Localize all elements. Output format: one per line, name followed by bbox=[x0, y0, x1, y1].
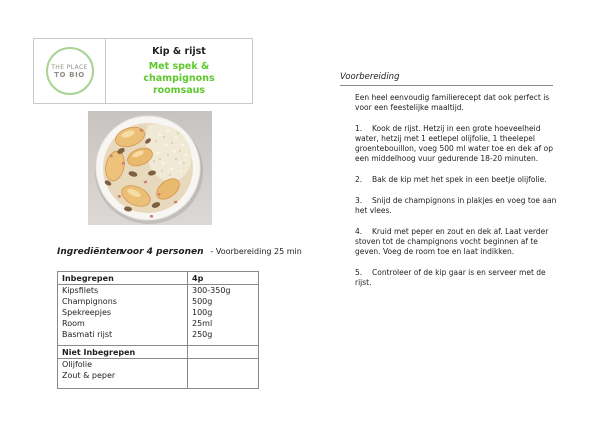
ingredient-qty: 500g bbox=[192, 297, 213, 306]
not-included-header-row bbox=[58, 346, 259, 359]
title-cell bbox=[106, 39, 252, 103]
the-place-to-bio-logo bbox=[46, 47, 94, 95]
ingredient-name: Champignons bbox=[58, 296, 188, 307]
step-number: 4. bbox=[355, 227, 363, 236]
preparation-body bbox=[355, 93, 557, 299]
logo-text-line2: TO BIO bbox=[54, 70, 85, 79]
included-header-row bbox=[58, 272, 259, 285]
step-number: 3. bbox=[355, 196, 363, 205]
table-row bbox=[58, 329, 259, 340]
step-number: 5. bbox=[355, 268, 363, 277]
table-row bbox=[58, 296, 259, 307]
preparation-step bbox=[355, 268, 557, 288]
prep-time-label: - Voorbereiding 25 min bbox=[210, 247, 302, 256]
ingredient-name: Zout & peper bbox=[58, 370, 188, 381]
not-included-header-label: Niet Inbegrepen bbox=[58, 346, 188, 359]
table-row bbox=[58, 285, 259, 297]
ingredient-qty: 250g bbox=[192, 330, 213, 339]
ingredient-name: Room bbox=[58, 318, 188, 329]
preparation-step bbox=[355, 124, 557, 164]
ingredient-name: Olijfolie bbox=[58, 359, 188, 371]
step-text: Bak de kip met het spek in een beetje olijfolie. bbox=[372, 175, 547, 184]
ingredient-qty: 300-350g bbox=[192, 286, 231, 295]
preparation-step bbox=[355, 227, 557, 257]
recipe-subtitle: Met spek & champignons roomsaus bbox=[143, 60, 215, 96]
spacer-row bbox=[58, 381, 259, 389]
preparation-intro: Een heel eenvoudig familierecept dat ook perfect is voor een feestelijke maaltijd. bbox=[355, 93, 550, 112]
ingredients-table bbox=[57, 271, 259, 389]
preparation-step bbox=[355, 175, 557, 185]
table-row bbox=[58, 359, 259, 371]
included-header-label: Inbegrepen bbox=[58, 272, 188, 285]
step-text: Controleer of de kip gaar is en serveer met de rijst. bbox=[355, 268, 546, 287]
step-text: Snijd de champignons in plakjes en voeg toe aan het vlees. bbox=[355, 196, 557, 215]
table-row bbox=[58, 318, 259, 329]
logo-cell bbox=[34, 39, 106, 103]
ingredient-name: Spekreepjes bbox=[58, 307, 188, 318]
logo-text-line1: THE PLACE bbox=[51, 63, 88, 71]
step-text: Kruid met peper en zout en dek af. Laat verder stoven tot de champignons vocht beginnen af te geven. Voeg de room toe en laat indikken. bbox=[355, 227, 549, 256]
ingredient-name: Kipsfilets bbox=[58, 285, 188, 297]
step-number: 2. bbox=[355, 175, 363, 184]
table-row bbox=[58, 370, 259, 381]
recipe-title: Kip & rijst bbox=[152, 45, 206, 57]
included-qty-header: 4p bbox=[188, 272, 259, 285]
table-row bbox=[58, 307, 259, 318]
preparation-heading: Voorbereiding bbox=[340, 72, 553, 86]
ingredients-heading-line bbox=[57, 247, 302, 257]
ingredient-name: Basmati rijst bbox=[58, 329, 188, 340]
ingredient-qty: 25ml bbox=[192, 319, 213, 328]
servings-label: voor 4 personen bbox=[120, 247, 204, 257]
ingredients-heading: Ingrediënten bbox=[57, 247, 123, 257]
step-number: 1. bbox=[355, 124, 363, 133]
preparation-step bbox=[355, 196, 557, 216]
recipe-header bbox=[33, 38, 253, 104]
ingredient-qty: 100g bbox=[192, 308, 213, 317]
recipe-photo bbox=[88, 111, 212, 225]
step-text: Kook de rijst. Hetzij in een grote hoeveelheid water, hetzij met 1 eetlepel olijfolie, 1 theelepel groentebouillon, voeg 500 ml water toe en dek af op een middelhoog vuur gedurende 18-20 minuten. bbox=[355, 124, 554, 163]
